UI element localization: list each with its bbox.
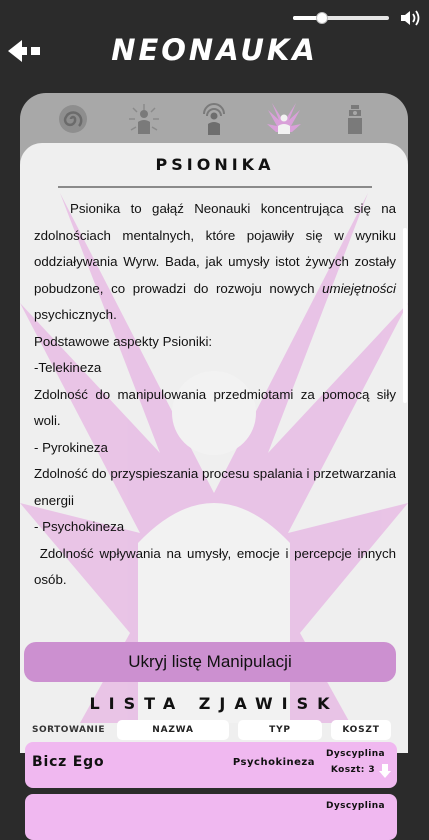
list-item[interactable] bbox=[25, 794, 397, 840]
telekinesis-description: Zdolność do manipulowania przedmiotami za pomocą siły woli. bbox=[34, 386, 396, 428]
pyrokinesis-description: Zdolność do przyspieszania procesu spalania i przetwarzania energii bbox=[34, 466, 396, 508]
figure-signal-icon bbox=[197, 102, 231, 136]
tab-radiating-figure[interactable] bbox=[126, 101, 162, 137]
category-tabs bbox=[20, 93, 408, 145]
text-scrollbar[interactable] bbox=[403, 228, 407, 403]
volume-control bbox=[293, 8, 423, 28]
aspects-header: Podstawowe aspekty Psioniki: bbox=[34, 333, 213, 349]
telekinesis-title: -Telekineza bbox=[34, 360, 102, 375]
item-cost: Koszt: 3 bbox=[330, 765, 375, 775]
item-kind: Dyscyplina bbox=[326, 749, 385, 759]
sort-bar bbox=[20, 720, 408, 742]
item-name: Bicz Ego bbox=[32, 754, 105, 770]
speaker-icon[interactable] bbox=[399, 8, 423, 28]
intro-text: Psionika to gałąź Neonauki koncentrująca się na zdolnościach mentalnych, które pojawiły się w wyniku oddziaływania Wyrw. Bada, jak umysły istot żywych zostały pobudzone, co prowadzi do rozwoju nowych bbox=[34, 201, 396, 296]
sort-by-type-button[interactable]: TYP bbox=[238, 720, 322, 740]
sort-by-name-button[interactable]: NAZWA bbox=[117, 720, 229, 740]
intro-emphasis: umiejętności bbox=[322, 280, 396, 296]
description-card bbox=[20, 143, 408, 811]
list-item[interactable] bbox=[25, 742, 397, 788]
intro-paragraph bbox=[34, 196, 396, 329]
tab-signal-figure[interactable] bbox=[196, 101, 232, 137]
psychokinesis-description: Zdolność wpływania na umysły, emocje i percepcje innych osób. bbox=[34, 545, 400, 587]
expand-arrow-icon[interactable] bbox=[379, 764, 391, 778]
intro-text-end: psychicznych. bbox=[34, 307, 117, 322]
tab-psionic-figure[interactable] bbox=[266, 101, 302, 137]
section-description bbox=[34, 196, 400, 594]
volume-slider[interactable] bbox=[293, 16, 389, 20]
app-title: NEONAUKA bbox=[111, 33, 318, 67]
item-kind: Dyscyplina bbox=[326, 801, 385, 811]
spiral-icon bbox=[57, 103, 89, 135]
figure-radiating-icon bbox=[127, 102, 161, 136]
content-panel bbox=[20, 93, 408, 811]
title-divider bbox=[58, 186, 372, 188]
sort-label: SORTOWANIE bbox=[32, 725, 105, 735]
tab-mechanical-figure[interactable] bbox=[337, 101, 373, 137]
phenomena-list-title: LISTA ZJAWISK bbox=[89, 694, 339, 713]
hide-manipulation-list-button[interactable]: Ukryj listę Manipulacji bbox=[24, 642, 396, 682]
figure-mechanical-icon bbox=[338, 102, 372, 136]
section-title: PSIONIKA bbox=[155, 155, 275, 174]
volume-thumb[interactable] bbox=[316, 12, 328, 24]
sort-by-cost-button[interactable]: KOSZT bbox=[331, 720, 391, 740]
pyrokinesis-title: - Pyrokineza bbox=[34, 439, 108, 455]
tab-spiral[interactable] bbox=[55, 101, 91, 137]
psionic-figure-icon bbox=[267, 102, 301, 136]
psychokinesis-title: - Psychokineza bbox=[34, 519, 125, 534]
item-type: Psychokineza bbox=[232, 757, 315, 768]
